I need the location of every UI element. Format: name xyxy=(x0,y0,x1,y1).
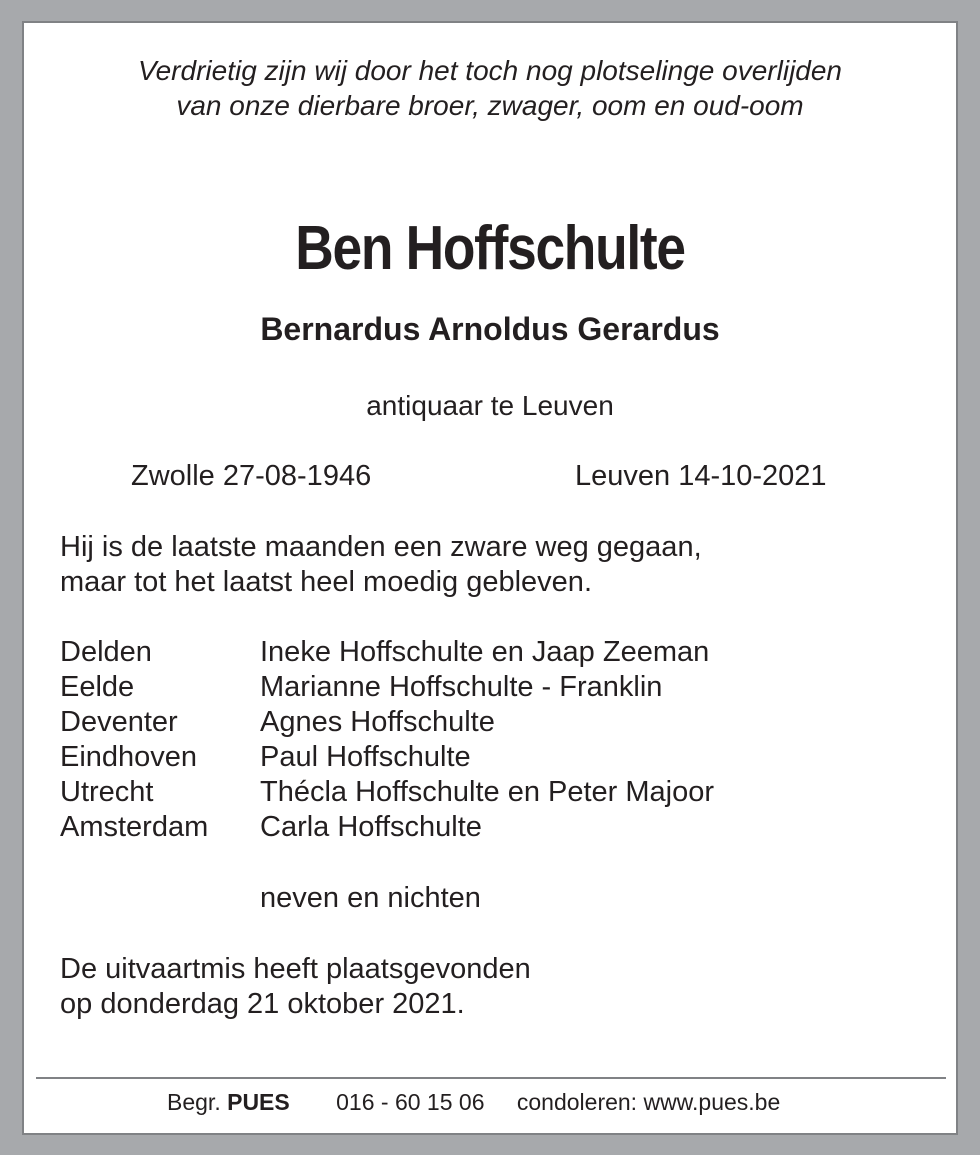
intro-line: van onze dierbare broer, zwager, oom en oud-oom xyxy=(176,90,804,121)
mourner-place: Eelde xyxy=(60,671,135,703)
mourner-names: Carla Hoffschulte xyxy=(260,811,482,843)
mourner-names: Ineke Hoffschulte en Jaap Zeeman xyxy=(260,636,710,668)
mourner-row xyxy=(60,670,714,705)
message-line: maar tot het laatst heel moedig gebleven. xyxy=(60,566,592,598)
mourner-names: Agnes Hoffschulte xyxy=(260,706,495,738)
deceased-given-names: Bernardus Arnoldus Gerardus xyxy=(260,311,720,347)
message-text xyxy=(60,530,702,600)
footer-divider xyxy=(36,1077,946,1079)
death-place-date: Leuven 14-10-2021 xyxy=(575,460,827,492)
mourner-row xyxy=(60,705,714,740)
mourner-place: Amsterdam xyxy=(60,811,209,843)
intro-text xyxy=(24,53,956,123)
deceased-name: Ben Hoffschulte xyxy=(295,214,685,283)
mourner-names: Thécla Hoffschulte en Peter Majoor xyxy=(260,776,715,808)
footer xyxy=(167,1089,780,1116)
funeral-home-brand: PUES xyxy=(227,1089,290,1115)
announcement-card xyxy=(22,21,958,1135)
footer-prefix: Begr. xyxy=(167,1089,221,1115)
mourner-names: Marianne Hoffschulte - Franklin xyxy=(260,671,663,703)
footer-phone: 016 - 60 15 06 xyxy=(336,1089,485,1115)
funeral-text xyxy=(60,952,531,1022)
mourner-row xyxy=(60,775,714,810)
footer-condolence: condoleren: www.pues.be xyxy=(516,1089,781,1115)
mourner-row xyxy=(60,740,714,775)
mourner-place: Utrecht xyxy=(60,776,154,808)
deceased-occupation: antiquaar te Leuven xyxy=(366,390,614,421)
mourner-row xyxy=(60,635,714,670)
relatives-text: neven en nichten xyxy=(260,882,481,914)
intro-line: Verdrietig zijn wij door het toch nog plotselinge overlijden xyxy=(137,55,843,86)
birth-place-date: Zwolle 27-08-1946 xyxy=(131,460,372,492)
mourners-list xyxy=(60,635,714,845)
funeral-line: op donderdag 21 oktober 2021. xyxy=(60,988,465,1020)
mourner-place: Delden xyxy=(60,636,152,668)
mourner-place: Eindhoven xyxy=(60,741,198,773)
mourner-row xyxy=(60,810,714,845)
funeral-line: De uitvaartmis heeft plaatsgevonden xyxy=(60,953,531,985)
mourner-place: Deventer xyxy=(60,706,178,738)
message-line: Hij is de laatste maanden een zware weg gegaan, xyxy=(60,531,702,563)
mourner-names: Paul Hoffschulte xyxy=(260,741,471,773)
